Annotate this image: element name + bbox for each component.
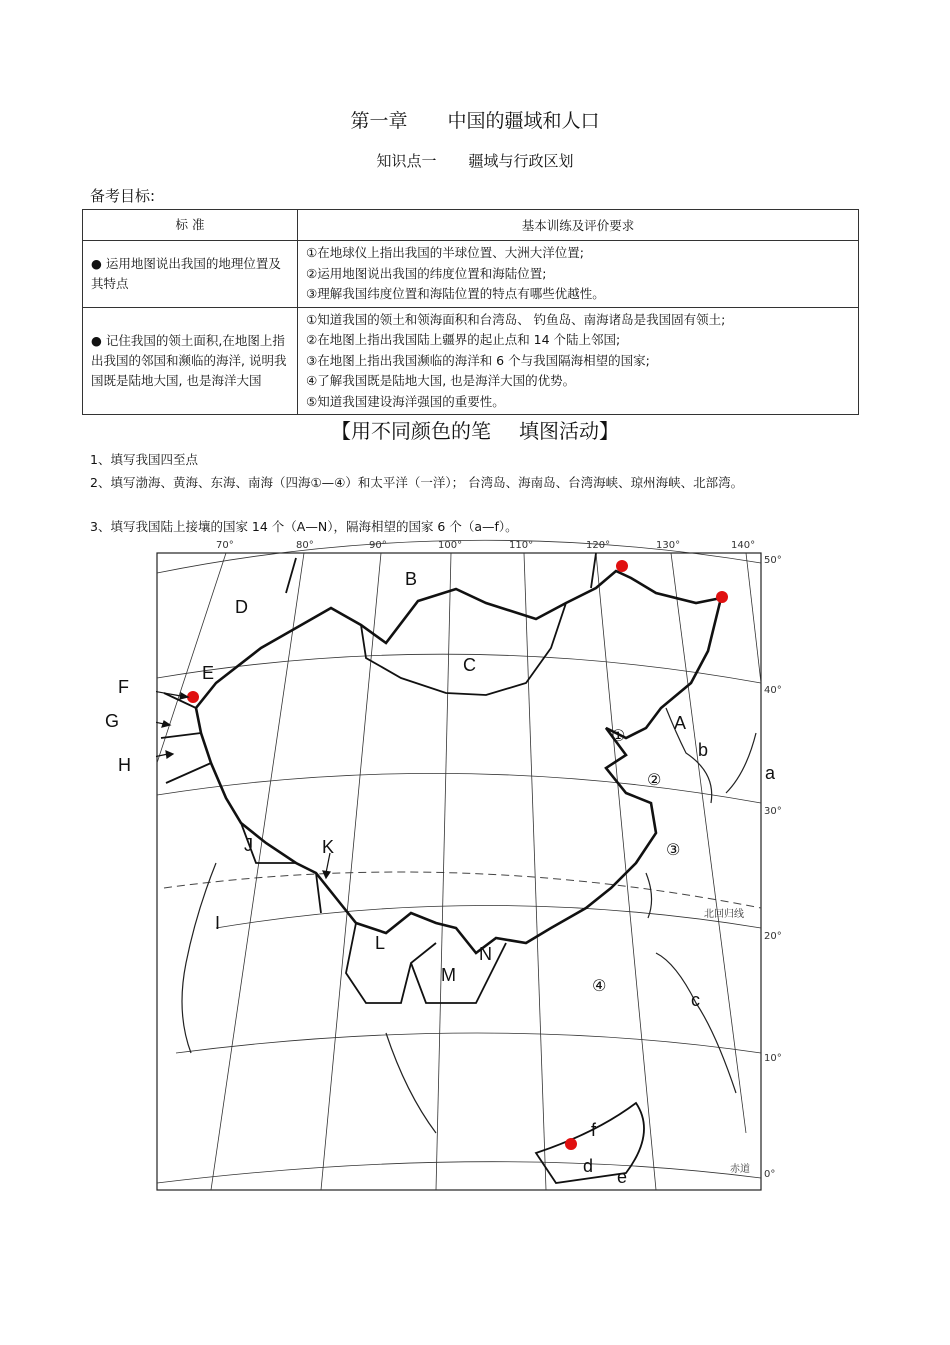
instruction-1: 1、填写我国四至点 — [90, 452, 198, 467]
header-standard: 标 准 — [83, 210, 298, 241]
longitude-label: 80° — [296, 540, 314, 551]
latitude-label: 50° — [764, 555, 782, 566]
requirement-item: ②运用地图说出我国的纬度位置和海陆位置; — [306, 265, 547, 281]
land-label-k: K — [322, 837, 335, 857]
requirements-cell — [298, 241, 859, 308]
latitude-label: 40° — [764, 685, 782, 696]
longitude-label: 90° — [369, 540, 387, 551]
sea-country-label-e: e — [617, 1167, 628, 1187]
requirement-item: ①知道我国的领土和领海面积和台湾岛、 钓鱼岛、南海诸岛是我国固有领土; — [306, 311, 726, 327]
sea-number-2: ② — [647, 770, 662, 789]
instruction-3: 3、填写我国陆上接壤的国家 14 个（A—N），隔海相望的国家 6 个（a—f）。 — [90, 519, 518, 534]
latitude-label: 10° — [764, 1053, 782, 1064]
longitude-label: 70° — [216, 540, 234, 551]
latitude-label: 30° — [764, 806, 782, 817]
equator-label: 赤道 — [730, 1164, 750, 1175]
sea-country-label-f: f — [591, 1120, 597, 1140]
map-frame — [157, 553, 761, 1190]
activity-title — [0, 415, 950, 444]
activity-title-part1: 【用不同颜色的笔 — [331, 419, 491, 443]
section-name: 疆域与行政区划 — [468, 152, 574, 170]
land-label-l: L — [375, 933, 386, 953]
chapter-title — [0, 106, 950, 133]
goal-heading: 备考目标: — [90, 187, 156, 205]
sea-number-3: ③ — [666, 840, 681, 859]
sea-number-4: ④ — [592, 976, 607, 995]
latitude-label: 20° — [764, 931, 782, 942]
sea-country-label-d: d — [583, 1156, 594, 1176]
instruction-2: 2、填写渤海、黄海、东海、南海（四海①—④）和太平洋（一洋）； 台湾岛、海南岛、台湾海峡、琼州海峡、北部湾。 — [90, 475, 744, 490]
header-requirements: 基本训练及评价要求 — [298, 210, 859, 241]
table-row — [83, 307, 859, 415]
longitude-label: 120° — [586, 540, 611, 551]
requirement-item: ③理解我国纬度位置和海陆位置的特点有哪些优越性。 — [306, 286, 605, 301]
requirement-item: ③在地图上指出我国濒临的海洋和 6 个与我国隔海相望的国家; — [306, 352, 650, 368]
requirement-item: ①在地球仪上指出我国的半球位置、大洲大洋位置; — [306, 245, 584, 260]
land-label-c: C — [463, 655, 476, 675]
land-label-j: J — [244, 835, 253, 855]
land-label-g: G — [105, 711, 120, 731]
longitude-label: 100° — [438, 540, 463, 551]
longitude-label: 140° — [731, 540, 756, 551]
land-label-a: A — [674, 713, 687, 733]
requirement-item: ④了解我国既是陆地大国, 也是海洋大国的优势。 — [306, 373, 576, 388]
section-label: 知识点一 — [376, 152, 437, 170]
land-label-n: N — [479, 944, 492, 964]
requirements-cell — [298, 307, 859, 415]
land-label-b: B — [405, 569, 418, 589]
requirements-table — [82, 209, 859, 415]
requirement-item: ②在地图上指出我国陆上疆界的起止点和 14 个陆上邻国; — [306, 332, 621, 347]
land-label-d: D — [235, 597, 248, 617]
chapter-label: 第一章 — [350, 110, 408, 132]
chapter-name: 中国的疆域和人口 — [447, 110, 600, 132]
standard-cell: ● 记住我国的领土面积,在地图上指出我国的邻国和濒临的海洋, 说明我国既是陆地大国, 也是海洋大国 — [83, 307, 298, 415]
sea-number-1: ① — [611, 726, 626, 745]
longitude-label: 130° — [656, 540, 681, 551]
land-label-f: F — [118, 677, 129, 697]
section-title — [0, 150, 950, 171]
south-extreme-point — [565, 1138, 577, 1150]
table-header-row — [83, 210, 859, 241]
sea-country-label-a: a — [765, 763, 776, 783]
latitude-label: 0° — [764, 1169, 776, 1180]
north-extreme-point — [616, 560, 628, 572]
activity-title-part2: 填图活动】 — [519, 419, 619, 443]
sea-country-label-c: c — [691, 990, 700, 1010]
table-row — [83, 241, 859, 308]
land-label-i: I — [215, 913, 221, 933]
sea-country-label-b: b — [698, 740, 709, 760]
tropic-label: 北回归线 — [704, 909, 744, 920]
land-label-e: E — [202, 663, 215, 683]
requirement-item: ⑤知道我国建设海洋强国的重要性。 — [306, 393, 505, 409]
china-map — [105, 533, 789, 1191]
east-extreme-point — [716, 591, 728, 603]
map-svg — [156, 533, 789, 1191]
longitude-label: 110° — [509, 540, 534, 551]
land-label-m: M — [441, 965, 456, 985]
standard-cell: ● 运用地图说出我国的地理位置及其特点 — [83, 241, 298, 308]
land-label-h: H — [118, 755, 131, 775]
